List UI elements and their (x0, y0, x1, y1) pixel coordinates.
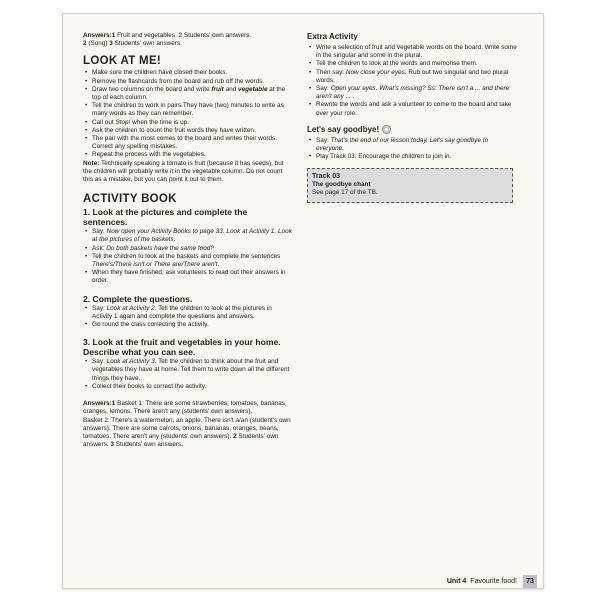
list-item: • Tell the children to look at the baskets and complete the sentences There's/There isn't or There are/There aren't. (92, 253, 293, 269)
extra-activity-list (307, 44, 517, 118)
section-2-heading: 2. Complete the questions. (83, 293, 193, 304)
list-item: • Say: Now open your Activity Books to page 33. Look at Activity 1. Look at the pictures of the baskets. (92, 228, 293, 244)
list-item: • Write a selection of fruit and vegetable words on the board. Write some in the singular and some in the plural. (316, 44, 517, 60)
right-column (307, 32, 517, 203)
note-text: Note: Technically speaking a tomato is fruit (because it has seeds), but the children will probably write it in the vegetable column. Do not count this as a mistake, but you can point it out to them. (83, 159, 284, 184)
list-item: • Say: Look at Activity 2. Tell the children to look at the pictures in Activity 1 again and complete the questions and answers. (92, 305, 293, 321)
list-item: • Say: Open your eyes. What's missing? Ss: There isn't a ... and there aren't any ... . (316, 85, 517, 101)
list-item: • Say: That's the end of our lesson today. Let's say goodbye to everyone. (316, 137, 517, 153)
track-reference: See page 17 of the TB. (312, 189, 378, 197)
section-1-list (83, 228, 293, 285)
track-subtitle: The goodbye chant (312, 181, 371, 189)
goodbye-heading: Let's say goodbye! (307, 125, 517, 135)
document-page (62, 13, 544, 589)
list-item: • Tell the children to look at the words and memorise them. (316, 60, 517, 68)
list-item: • Then say: Now close your eyes. Rub out two singular and two plural words. (316, 69, 517, 85)
footer-topic: Favourite food! (470, 578, 517, 585)
section-1-heading: 1. Look at the pictures and complete the sentences. (83, 207, 248, 228)
answers-line-1: Answers:1 Fruit and vegetables. 2 Students' own answers. 2 (Song) 3 Students' own answers. (83, 32, 252, 48)
section-2-list (83, 305, 293, 330)
cd-icon (382, 125, 391, 134)
page-number: 73 (523, 575, 537, 588)
track-box (307, 168, 513, 202)
page-footer (387, 575, 537, 588)
list-item: • Go round the class correcting the activity. (92, 321, 293, 329)
track-title: Track 03 (312, 173, 341, 181)
list-item: • Collect their books to correct the activity. (92, 383, 293, 391)
footer-unit: Unit 4 (446, 578, 467, 585)
list-item: • Call out Stop! when the time is up. (92, 119, 293, 127)
list-item: • The pair with the most comes to the board and writes their words. Correct any spelling mistakes. (92, 135, 293, 151)
activity-book-heading: ACTIVITY BOOK (83, 193, 177, 206)
list-item: • Remove the flashcards from the board and rub off the words. (92, 78, 293, 86)
look-at-me-list (83, 69, 293, 159)
list-item: • Ask the children to count the fruit words they have written. (92, 127, 293, 135)
section-3-list (83, 358, 293, 391)
list-item: • When they have finished, ask volunteers to read out their answers in order. (92, 269, 293, 285)
list-item: • Draw two columns on the board and write fruit and vegetable at the top of each column. (92, 86, 293, 102)
left-column (83, 32, 293, 449)
section-3-heading: 3. Look at the fruit and vegetables in your home. Describe what you can see. (83, 337, 281, 358)
goodbye-list (307, 137, 517, 162)
list-item: • Play Track 03. Encourage the children to join in. (316, 153, 517, 161)
answers-block-2: Answers:1 Basket 1: There are some strawberries, tomatoes, bananas, oranges, lemons. There aren't any (students' own answers). Basket 2: There's a watermelon, an apple. There isn't a/an (student's own answers). There are some carrots, onions, bananas, oranges, beans, tomatoes. There aren't any (students' own answers). 2 Students' own answers. 3 Students' own answers. (83, 400, 291, 449)
list-item: • Tell the children to work in pairs.They have (two) minutes to write as many words as they can remember. (92, 102, 293, 118)
look-at-me-heading: LOOK AT ME! (83, 55, 162, 68)
extra-activity-heading: Extra Activity (307, 32, 358, 41)
list-item: • Make sure the children have closed their books. (92, 69, 293, 77)
list-item: • Say: Look at Activity 3. Tell the children to think about the fruit and vegetables they have at home. Tell them to write down all the different things they have. (92, 358, 293, 383)
list-item: • Rewrite the words and ask a volunteer to come to the board and take over your role. (316, 101, 517, 117)
list-item: • Repeat the process with the vegetables. (92, 151, 293, 159)
list-item: • Ask: Do both baskets have the same food? (92, 245, 293, 253)
